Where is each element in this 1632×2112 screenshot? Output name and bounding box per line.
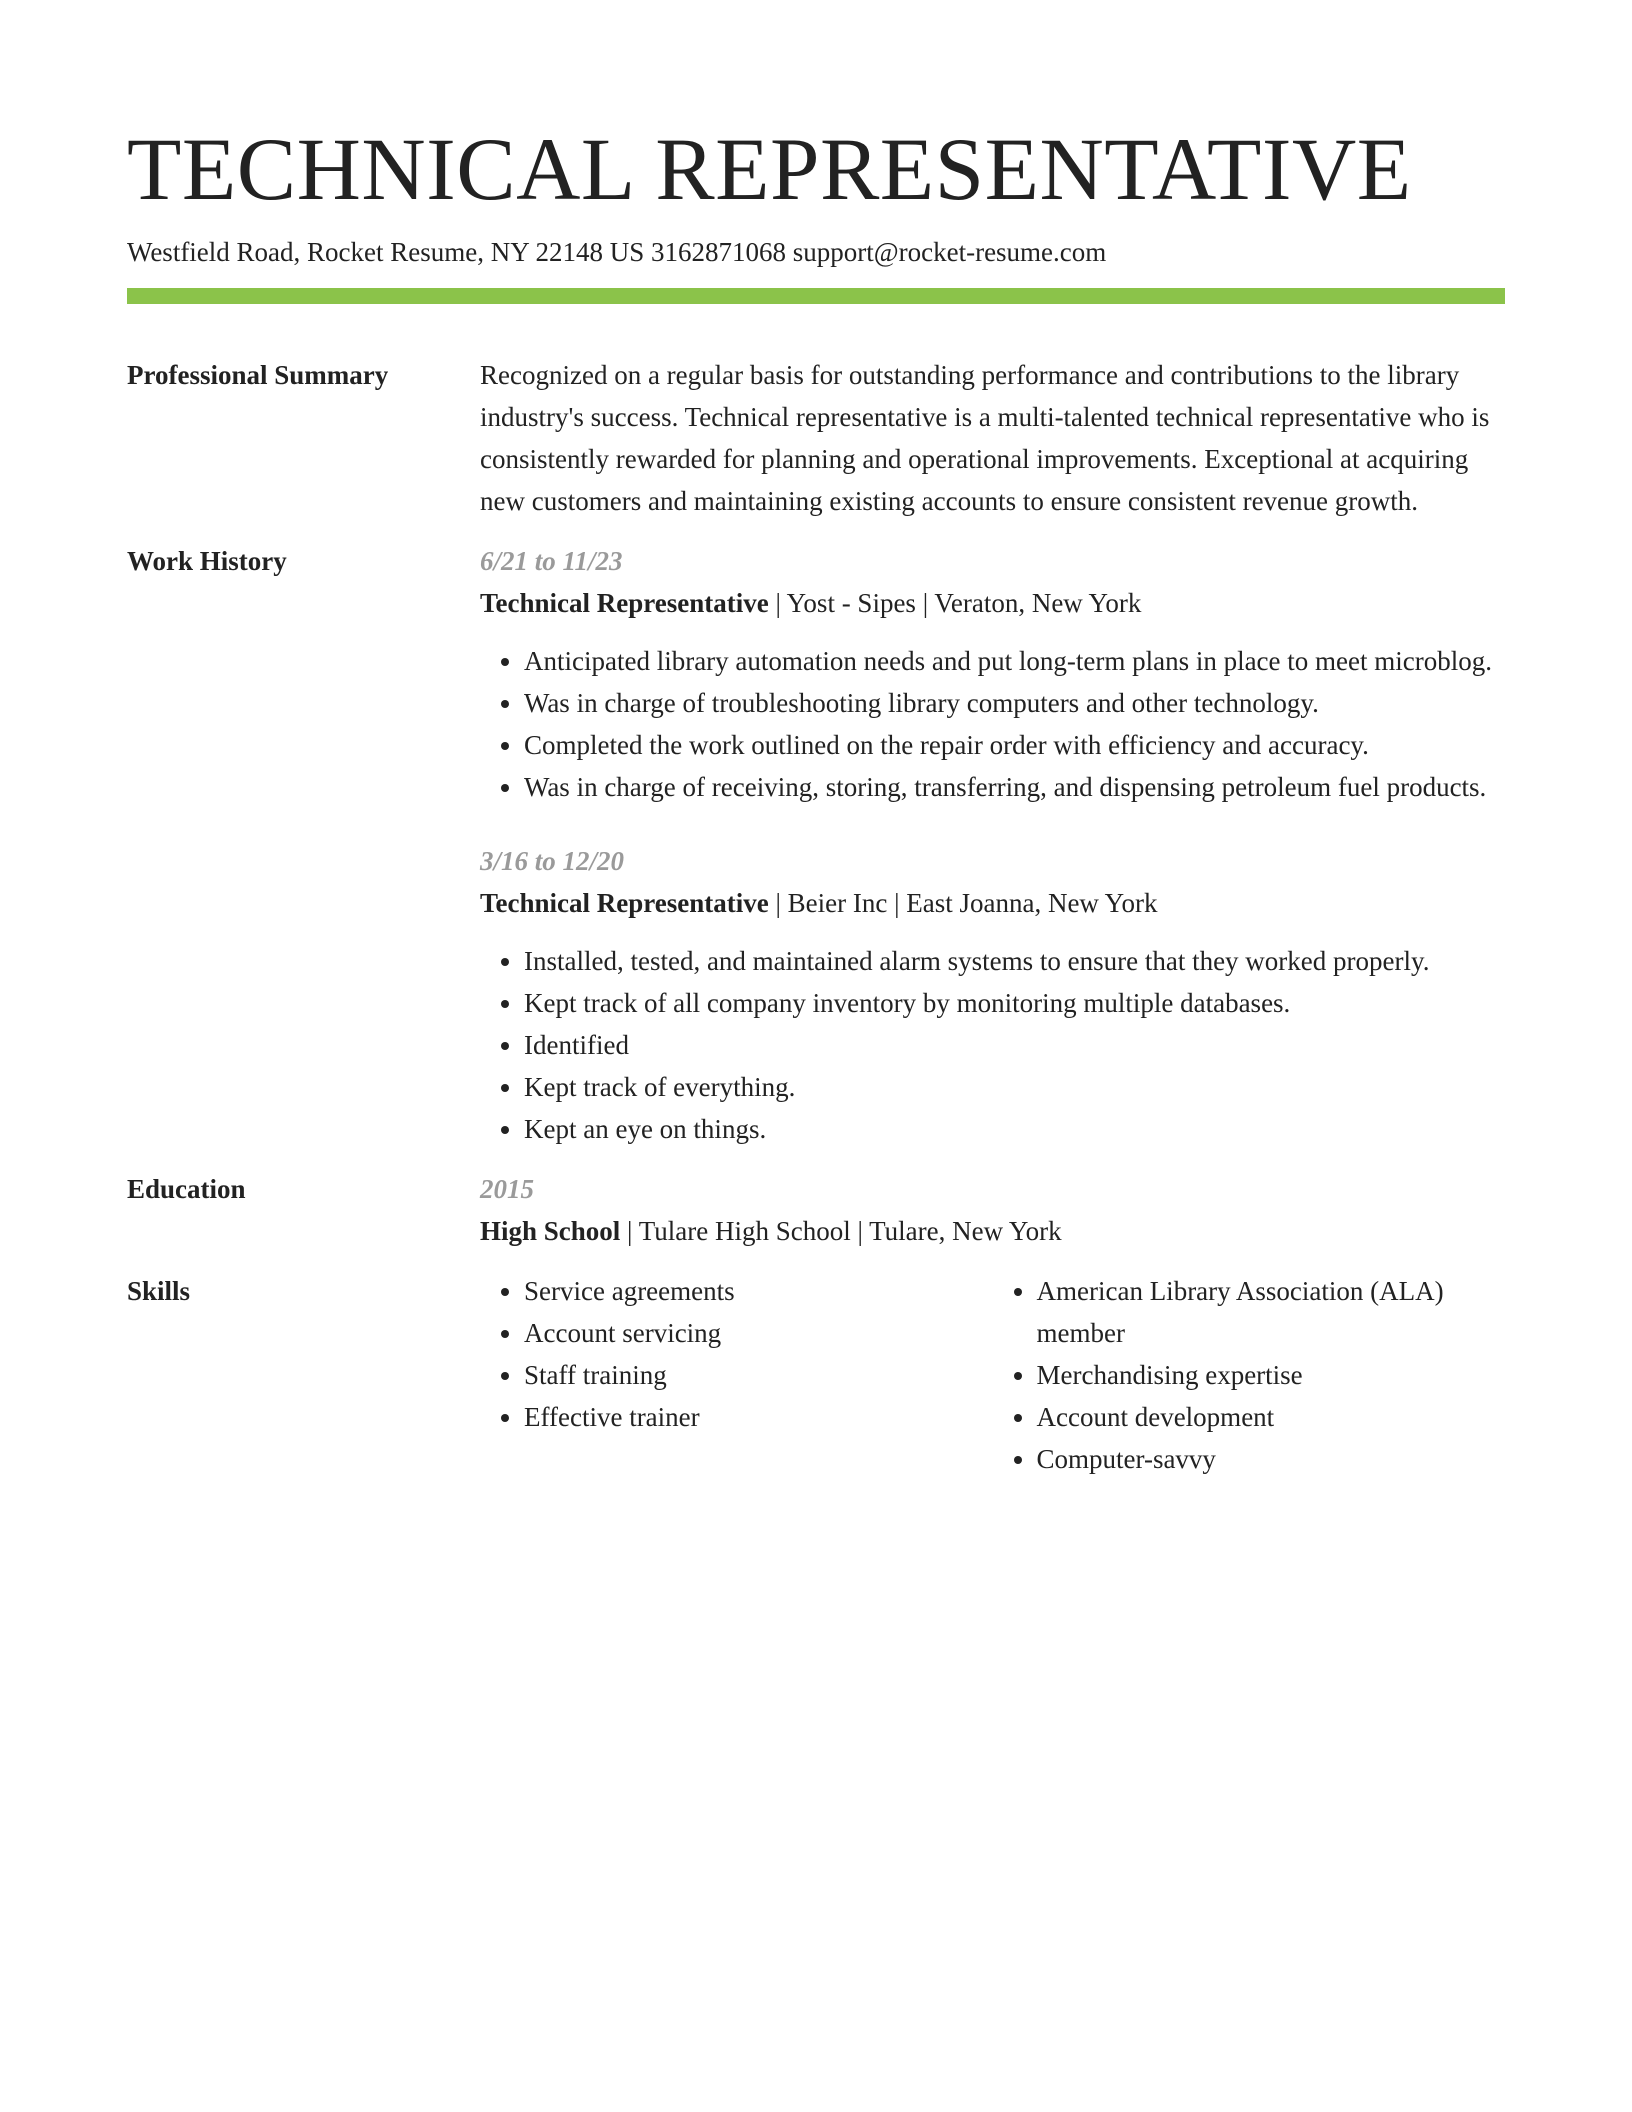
skills-list-right <box>993 1270 1506 1480</box>
list-item: • Staff training <box>524 1354 993 1396</box>
resume-name: TECHNICAL REPRESENTATIVE <box>127 121 1412 219</box>
job-title: Technical Representative <box>480 588 769 618</box>
education-line <box>480 1210 1505 1252</box>
list-item: • Account servicing <box>524 1312 993 1354</box>
list-item: • Kept track of everything. <box>524 1066 1505 1108</box>
job-details: | Beier Inc | East Joanna, New York <box>768 888 1158 918</box>
list-item: • Account development <box>1037 1396 1506 1438</box>
job-details: | Yost - Sipes | Veraton, New York <box>768 588 1142 618</box>
job-bullets <box>480 940 1505 1150</box>
list-item: • Kept an eye on things. <box>524 1108 1505 1150</box>
resume-page <box>127 118 1505 1480</box>
job-dates: 3/16 to 12/20 <box>480 846 625 876</box>
job-title-line <box>480 582 1505 624</box>
contact-info: Westfield Road, Rocket Resume, NY 22148 US 3162871068 support@rocket-resume.com <box>127 237 1107 267</box>
work-history-section <box>127 540 1505 1150</box>
skills-section <box>127 1270 1505 1480</box>
education-label: Education <box>127 1174 246 1204</box>
skills-body <box>480 1270 1505 1480</box>
list-item: • Completed the work outlined on the repair order with efficiency and accuracy. <box>524 724 1505 766</box>
education-details: | Tulare High School | Tulare, New York <box>620 1216 1062 1246</box>
job-entry <box>480 540 1505 808</box>
list-item: • Kept track of all company inventory by monitoring multiple databases. <box>524 982 1505 1024</box>
education-body <box>480 1168 1505 1252</box>
list-item: • Was in charge of troubleshooting library computers and other technology. <box>524 682 1505 724</box>
work-history-label: Work History <box>127 546 287 576</box>
summary-section <box>127 354 1505 522</box>
skills-list-left <box>480 1270 993 1480</box>
skills-label: Skills <box>127 1276 191 1306</box>
list-item: • Merchandising expertise <box>1037 1354 1506 1396</box>
header-divider <box>127 288 1505 304</box>
job-bullets <box>480 640 1505 808</box>
list-item: • Installed, tested, and maintained alarm systems to ensure that they worked properly. <box>524 940 1505 982</box>
job-title: Technical Representative <box>480 888 769 918</box>
list-item: • Identified <box>524 1024 1505 1066</box>
summary-label: Professional Summary <box>127 360 389 390</box>
education-section <box>127 1168 1505 1252</box>
job-dates: 6/21 to 11/23 <box>480 546 623 576</box>
list-item: • Effective trainer <box>524 1396 993 1438</box>
education-year: 2015 <box>480 1174 534 1204</box>
list-item: • Computer-savvy <box>1037 1438 1506 1480</box>
job-title-line <box>480 882 1505 924</box>
list-item: • Was in charge of receiving, storing, transferring, and dispensing petroleum fuel products. <box>524 766 1505 808</box>
work-history-body <box>480 540 1505 1150</box>
list-item: • American Library Association (ALA) member <box>1037 1270 1506 1354</box>
job-entry <box>480 840 1505 1150</box>
list-item: • Anticipated library automation needs and put long-term plans in place to meet microblog. <box>524 640 1505 682</box>
education-degree: High School <box>480 1216 621 1246</box>
list-item: • Service agreements <box>524 1270 993 1312</box>
summary-text: Recognized on a regular basis for outstanding performance and contributions to the library industry's success. Technical representative is a multi-talented technical representative who is consistently rewarded for planning and operational improvements. Exceptional at acquiring new customers and maintaining existing accounts to ensure consistent revenue growth. <box>480 360 1490 516</box>
